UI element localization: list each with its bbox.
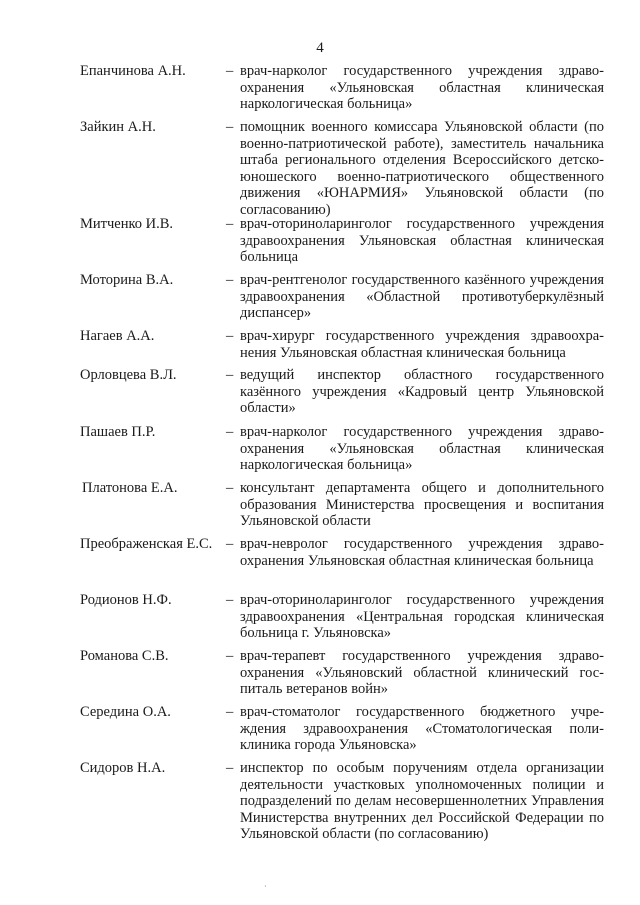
- list-item: [0, 423, 640, 474]
- entry-name: Середина О.А.: [80, 704, 171, 720]
- entry-dash: –: [226, 480, 234, 496]
- entry-dash: –: [226, 424, 234, 440]
- entry-name: Родионов Н.Ф.: [80, 592, 172, 608]
- entry-dash: –: [226, 367, 234, 383]
- entry-dash: –: [226, 704, 234, 720]
- entry-name: Пашаев П.Р.: [80, 424, 156, 440]
- entry-dash: –: [226, 592, 234, 608]
- entry-name: Преображенская Е.С.: [80, 536, 213, 552]
- entry-position: врач-хирург государственного учреждения здравоохранения Ульяновская областная клиническая больница: [240, 328, 604, 361]
- list-item: [0, 647, 640, 698]
- list-item: [0, 62, 640, 113]
- entry-name: Платонова Е.А.: [82, 480, 178, 496]
- entry-name: Нагаев А.А.: [80, 328, 155, 344]
- list-item: [0, 535, 640, 569]
- list-item: [0, 703, 640, 754]
- list-item: [0, 591, 640, 642]
- entry-dash: –: [226, 216, 234, 232]
- entry-dash: –: [226, 272, 234, 288]
- entry-position: врач-нарколог государственного учреждения здравоохранения «Ульяновская областная клиническая наркологическая больница»: [240, 63, 604, 113]
- list-item: [0, 271, 640, 322]
- entry-position: врач-нарколог государственного учреждения здравоохранения «Ульяновская областная клиническая наркологическая больница»: [240, 424, 604, 474]
- entry-name: Митченко И.В.: [80, 216, 174, 232]
- entry-dash: –: [226, 760, 234, 776]
- entry-position: врач-невролог государственного учреждения здравоохранения Ульяновская областная клиническая больница: [240, 536, 604, 569]
- entry-position: инспектор по особым поручениям отдела организации деятельности участковых уполномоченных полиции и подразделений по делам несовершеннолетних Управления Министерства внутренних дел Российской Федерации по Ульяновской области (по согласованию): [240, 760, 604, 843]
- list-item: [0, 479, 640, 530]
- entry-name: Орловцева В.Л.: [80, 367, 177, 383]
- entry-position: помощник военного комиссара Ульяновской области (по военно-патриотической работе), заместитель начальника штаба регионального отделения Всероссийского детско-юношеского военно-патриотического общественного движения «ЮНАРМИЯ» Ульяновской области (по согласованию): [240, 119, 604, 218]
- entry-dash: –: [226, 63, 234, 79]
- entry-dash: –: [226, 648, 234, 664]
- list-item: [0, 327, 640, 361]
- list-item: [0, 215, 640, 266]
- entry-position: врач-оториноларинголог государственного учреждения здравоохранения «Центральная городская клиническая больница г. Ульяновска»: [240, 592, 604, 642]
- list-item: [0, 118, 640, 219]
- entry-position: врач-терапевт государственного учреждения здравоохранения «Ульяновский областной клинический госпиталь ветеранов войн»: [240, 648, 604, 698]
- entry-position: ведущий инспектор областного государственного казённого учреждения «Кадровый центр Ульяновской области»: [240, 367, 604, 417]
- entry-position: врач-оториноларинголог государственного учреждения здравоохранения Ульяновская областная клиническая больница: [240, 216, 604, 266]
- entry-dash: –: [226, 328, 234, 344]
- entry-name: Сидоров Н.А.: [80, 760, 166, 776]
- list-item: [0, 759, 640, 843]
- entry-name: Епанчинова А.Н.: [80, 63, 186, 79]
- entry-name: Романова С.В.: [80, 648, 169, 664]
- entry-name: Моторина В.А.: [80, 272, 174, 288]
- entry-position: консультант департамента общего и дополнительного образования Министерства просвещения и воспитания Ульяновской области: [240, 480, 604, 530]
- entry-position: врач-рентгенолог государственного казённого учреждения здравоохранения «Областной противотуберкулёзный диспансер»: [240, 272, 604, 322]
- list-item: [0, 366, 640, 417]
- entry-dash: –: [226, 119, 234, 135]
- entry-dash: –: [226, 536, 234, 552]
- entry-name: Зайкин А.Н.: [80, 119, 156, 135]
- scan-speck: ·: [264, 882, 267, 891]
- page-number: 4: [316, 40, 324, 56]
- entry-position: врач-стоматолог государственного бюджетного учреждения здравоохранения «Стоматологическая поликлиника города Ульяновска»: [240, 704, 604, 754]
